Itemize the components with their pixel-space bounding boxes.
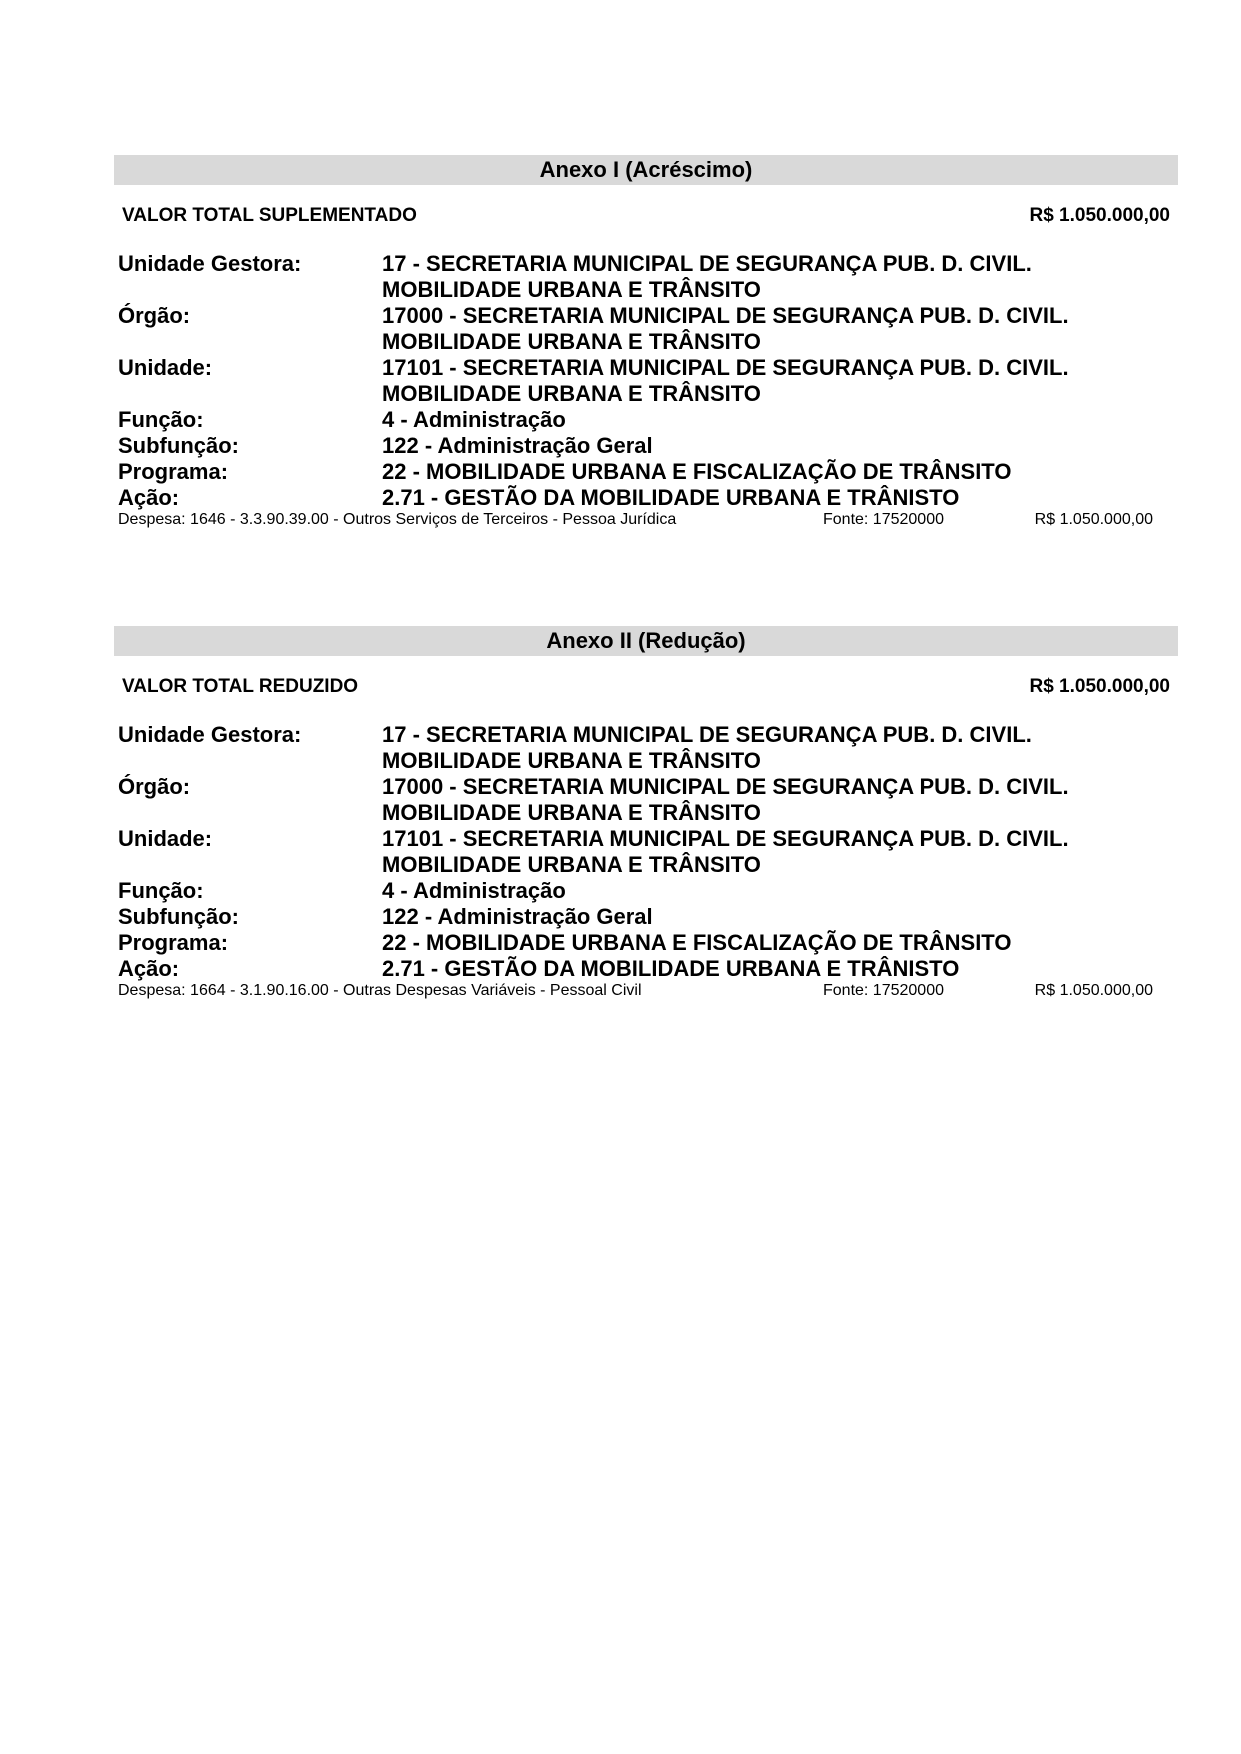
field-value-line: MOBILIDADE URBANA E TRÂNSITO [382,852,761,877]
field-label: Unidade: [118,355,213,380]
field-list [114,722,1178,982]
field-value-line: MOBILIDADE URBANA E TRÂNSITO [382,277,761,302]
field-value-line: MOBILIDADE URBANA E TRÂNSITO [382,381,761,406]
field-value [382,956,1142,982]
field-value-line: 22 - MOBILIDADE URBANA E FISCALIZAÇÃO DE TRÂNSITO [382,459,1012,484]
field-label: Ação: [118,485,180,510]
field-value-line: 4 - Administração [382,407,566,432]
field-label: Subfunção: [118,904,239,929]
field-value [382,355,1142,407]
total-row [114,203,1178,229]
field-value-line: 17101 - SECRETARIA MUNICIPAL DE SEGURANÇA PUB. D. CIVIL. [382,355,1069,380]
field-row [114,878,1178,904]
field-label: Subfunção: [118,433,239,458]
field-list [114,251,1178,511]
fonte-text: Fonte: 17520000 [823,511,944,528]
field-value [382,485,1142,511]
despesa-text: Despesa: 1646 - 3.3.90.39.00 - Outros Serviços de Terceiros - Pessoa Jurídica [118,511,677,528]
despesa-row [114,982,1178,1002]
field-value [382,251,1142,303]
field-row [114,826,1178,878]
field-value [382,303,1142,355]
field-value [382,459,1142,485]
field-row [114,303,1178,355]
field-row [114,459,1178,485]
field-value-line: 17 - SECRETARIA MUNICIPAL DE SEGURANÇA PUB. D. CIVIL. [382,251,1032,276]
field-value-line: 17000 - SECRETARIA MUNICIPAL DE SEGURANÇA PUB. D. CIVIL. [382,774,1069,799]
total-row [114,674,1178,700]
despesa-text: Despesa: 1664 - 3.1.90.16.00 - Outras Despesas Variáveis - Pessoal Civil [118,982,642,999]
field-row [114,407,1178,433]
annex-section [114,626,1178,1002]
field-value-line: 122 - Administração Geral [382,904,653,929]
field-label: Unidade: [118,826,213,851]
field-value-line: MOBILIDADE URBANA E TRÂNSITO [382,800,761,825]
field-row [114,956,1178,982]
field-value-line: 4 - Administração [382,878,566,903]
field-value [382,930,1142,956]
total-label: VALOR TOTAL SUPLEMENTADO [122,205,417,226]
despesa-amount: R$ 1.050.000,00 [1034,511,1153,528]
despesa-amount: R$ 1.050.000,00 [1034,982,1153,999]
despesa-row [114,511,1178,531]
field-value [382,878,1142,904]
field-row [114,722,1178,774]
field-value-line: 2.71 - GESTÃO DA MOBILIDADE URBANA E TRÂNISTO [382,956,960,981]
field-value-line: 17 - SECRETARIA MUNICIPAL DE SEGURANÇA PUB. D. CIVIL. [382,722,1032,747]
field-value-line: MOBILIDADE URBANA E TRÂNSITO [382,748,761,773]
field-row [114,904,1178,930]
field-row [114,774,1178,826]
field-value-line: 2.71 - GESTÃO DA MOBILIDADE URBANA E TRÂNISTO [382,485,960,510]
field-label: Ação: [118,956,180,981]
annex-title: Anexo II (Redução) [114,626,1178,656]
field-label: Programa: [118,930,229,955]
field-value-line: 17101 - SECRETARIA MUNICIPAL DE SEGURANÇA PUB. D. CIVIL. [382,826,1069,851]
field-value-line: 22 - MOBILIDADE URBANA E FISCALIZAÇÃO DE TRÂNSITO [382,930,1012,955]
field-value [382,904,1142,930]
field-row [114,930,1178,956]
field-label: Função: [118,878,204,903]
field-value [382,774,1142,826]
field-label: Função: [118,407,204,432]
fonte-text: Fonte: 17520000 [823,982,944,999]
field-row [114,485,1178,511]
total-value: R$ 1.050.000,00 [1029,676,1170,697]
field-label: Programa: [118,459,229,484]
field-value [382,433,1142,459]
field-value [382,407,1142,433]
field-label: Unidade Gestora: [118,251,302,276]
field-value-line: 17000 - SECRETARIA MUNICIPAL DE SEGURANÇA PUB. D. CIVIL. [382,303,1069,328]
total-value: R$ 1.050.000,00 [1029,205,1170,226]
field-label: Órgão: [118,303,191,328]
field-label: Unidade Gestora: [118,722,302,747]
field-row [114,433,1178,459]
annex-title: Anexo I (Acréscimo) [114,155,1178,185]
field-value [382,722,1142,774]
field-row [114,251,1178,303]
annex-section [114,155,1178,531]
field-row [114,355,1178,407]
total-label: VALOR TOTAL REDUZIDO [122,676,359,697]
field-label: Órgão: [118,774,191,799]
field-value-line: MOBILIDADE URBANA E TRÂNSITO [382,329,761,354]
field-value-line: 122 - Administração Geral [382,433,653,458]
field-value [382,826,1142,878]
